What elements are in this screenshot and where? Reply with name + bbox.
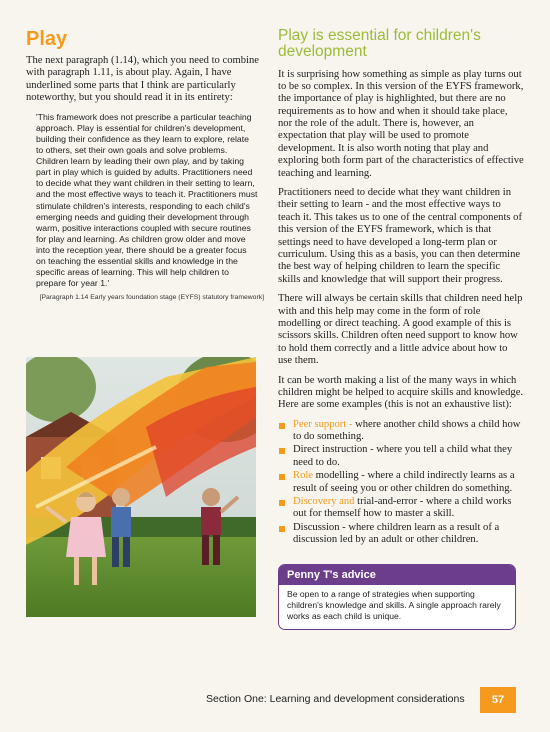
footer-section-title: Section One: Learning and development considerations — [206, 693, 465, 705]
bullet-term: Discussion - — [293, 521, 346, 533]
bullet-square-icon — [279, 448, 285, 454]
bullet-term: Role — [293, 470, 314, 482]
children-playing-photo — [26, 357, 256, 617]
advice-body: Be open to a range of strategies when supporting children's knowledge and skills. A single approach rarely works as each child is unique. — [287, 589, 501, 622]
bullet-term: Peer support - — [293, 418, 353, 430]
quote-citation: [Paragraph 1.14 Early years foundation stage (EYFS) statutory framework] — [39, 293, 264, 301]
bullet-square-icon — [279, 500, 285, 506]
bullet-term: Discovery and — [293, 496, 355, 508]
bullet-square-icon — [279, 474, 285, 480]
advice-box — [278, 564, 516, 630]
list-item — [278, 470, 524, 495]
photo-illustration — [26, 357, 256, 617]
bullet-square-icon — [279, 526, 285, 532]
bullet-term: Direct instruction - — [293, 444, 374, 456]
play-essential-heading: Play is essential for children's development — [278, 27, 481, 61]
play-heading: Play — [26, 28, 68, 50]
left-column — [26, 28, 264, 302]
bullet-text: modelling - where a child indirectly learns as a result of seeing you or other children do something. — [293, 470, 515, 494]
right-paragraph-2: Practitioners need to decide what they want children in their setting to learn - and the most effective ways to teach it. This takes us to one of the central components of this version of the EYFS framework, which is that settings need to have developed a long-term plan or curriculum. Using this as a basis, you can then determine the best way of helping children to learn the specific skills and knowledge that will support their progress. — [278, 187, 522, 285]
bullet-square-icon — [279, 423, 285, 429]
right-column — [278, 28, 524, 548]
bullet-text: where another child shows a child how to do something. — [293, 418, 521, 443]
right-paragraph-1: It is surprising how something as simple as play turns out to be so complex. In this version of the EYFS framework, the importance of play is highlighted, but there are no requirements as to how and when it should take place, nor the role of the adult. There is, however, an expectation that play will be used to promote development. It is also worth noting that play and exploring both form part of the characteristics of effective teaching and learning. — [278, 68, 524, 179]
bullet-text: where children learn as a result of a discussion led by an adult or other children. — [293, 521, 500, 546]
bullet-text: where you tell a child what they need to do. — [293, 444, 513, 468]
advice-title: Penny T's advice — [279, 565, 515, 585]
right-paragraph-3: There will always be certain skills that children need help with and this help may come in the form of role modelling or direct teaching. A good example of this is scissors skills. Children often need support to know how to hold them correctly and a little advice about how to use them. — [278, 293, 523, 367]
page-number: 57 — [480, 687, 516, 713]
strategy-list — [278, 419, 524, 547]
right-paragraph-4: It can be worth making a list of the many ways in which children might be helped to acquire skills and knowledge. Here are some examples (this is not an exhaustive list): — [278, 374, 524, 411]
bullet-text: trial-and-error - where a child works out for themself how to master a skill. — [293, 496, 512, 520]
list-item — [278, 496, 524, 521]
list-item — [278, 444, 524, 469]
intro-paragraph: The next paragraph (1.14), which you need to combine with paragraph 1.11, is about play. Again, I have underlined some parts that I think are particularly noteworthy, but you should read it in its entirety: — [26, 55, 259, 104]
list-item — [278, 419, 524, 444]
framework-quote: 'This framework does not prescribe a particular teaching approach. Play is essential for children's development, building their confidence as they learn to explore, relate to others, set their own goals and solve problems. Children learn by leading their own play, and by taking part in play which is guided by adults. Practitioners need to decide what they want children in their setting to learn, and the most effective ways to teach it. Practitioners must stimulate children's interests, responding to each child's emerging needs and guiding their development through warm, positive interactions coupled with secure routines for play and learning. As children grow older and move into the reception year, there should be a greater focus on teaching the essential skills and knowledge in the specific areas of learning. This will help children to prepare for year 1.' — [36, 111, 258, 289]
list-item — [278, 522, 524, 547]
